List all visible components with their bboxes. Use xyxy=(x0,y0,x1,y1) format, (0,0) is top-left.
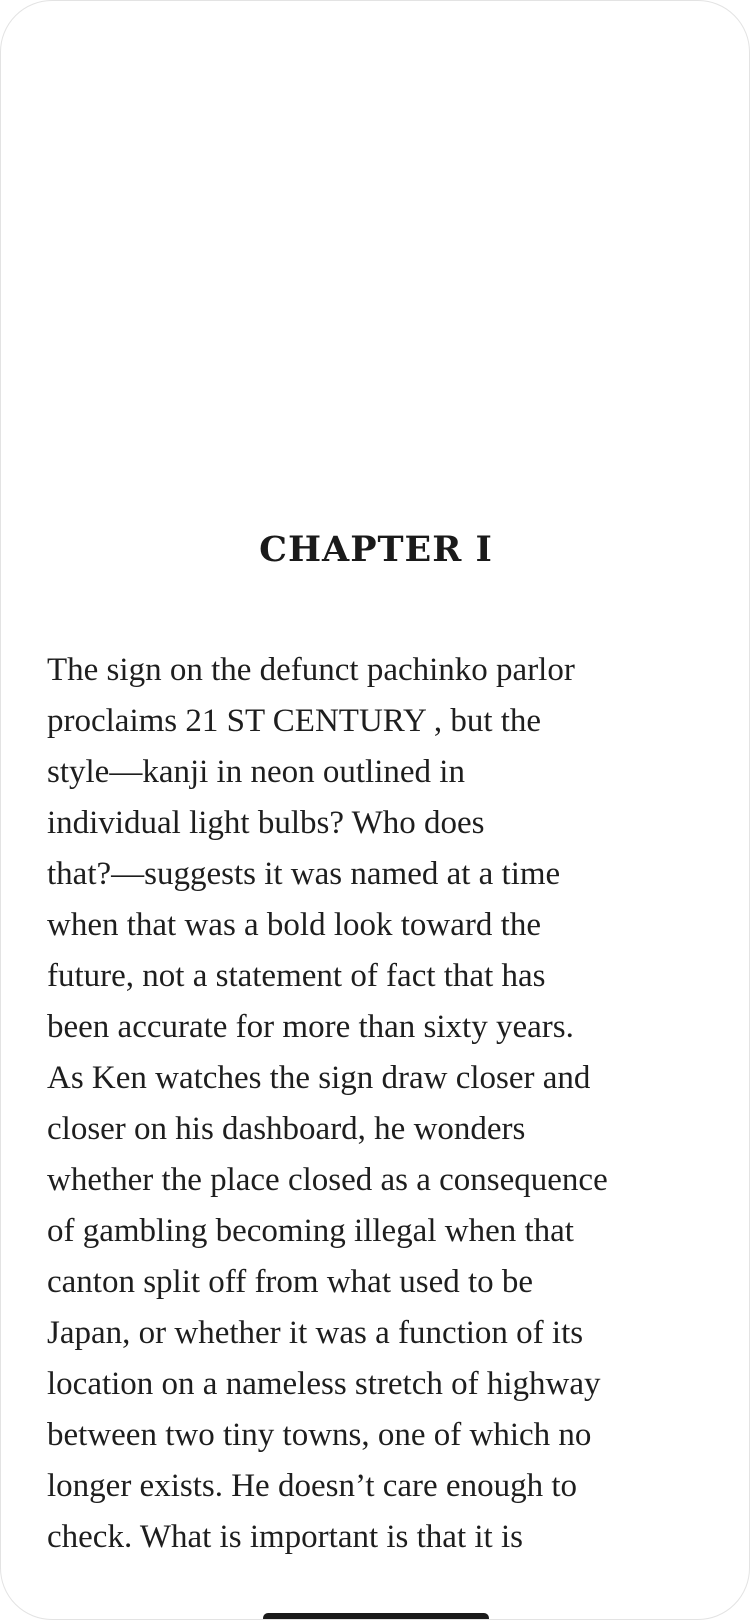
text-line: whether the place closed as a consequence xyxy=(47,1162,608,1198)
text-line: closer on his dashboard, he wonders xyxy=(47,1111,526,1147)
text-line: when that was a bold look toward the xyxy=(47,907,541,943)
home-indicator[interactable] xyxy=(263,1613,489,1620)
text-line: style—kanji in neon outlined in xyxy=(47,754,465,790)
text-line: As Ken watches the sign draw closer and xyxy=(47,1060,591,1096)
text-line: been accurate for more than sixty years. xyxy=(47,1009,574,1045)
text-line: proclaims 21 ST CENTURY , but the xyxy=(47,703,542,739)
text-line: longer exists. He doesn’t care enough to xyxy=(47,1468,577,1504)
text-line: individual light bulbs? Who does xyxy=(47,805,485,841)
text-line: The sign on the defunct pachinko parlor xyxy=(47,652,575,688)
text-line: Japan, or whether it was a function of its xyxy=(47,1315,584,1351)
chapter-title: CHAPTER I xyxy=(259,529,493,570)
text-line: that?—suggests it was named at a time xyxy=(47,856,561,892)
text-line: canton split off from what used to be xyxy=(47,1264,534,1300)
text-line: location on a nameless stretch of highway xyxy=(47,1366,601,1402)
chapter-body-text xyxy=(47,645,737,1563)
text-line: between two tiny towns, one of which no xyxy=(47,1417,592,1453)
text-line: of gambling becoming illegal when that xyxy=(47,1213,574,1249)
text-line: check. What is important is that it is xyxy=(47,1519,523,1555)
text-line: future, not a statement of fact that has xyxy=(47,958,546,994)
